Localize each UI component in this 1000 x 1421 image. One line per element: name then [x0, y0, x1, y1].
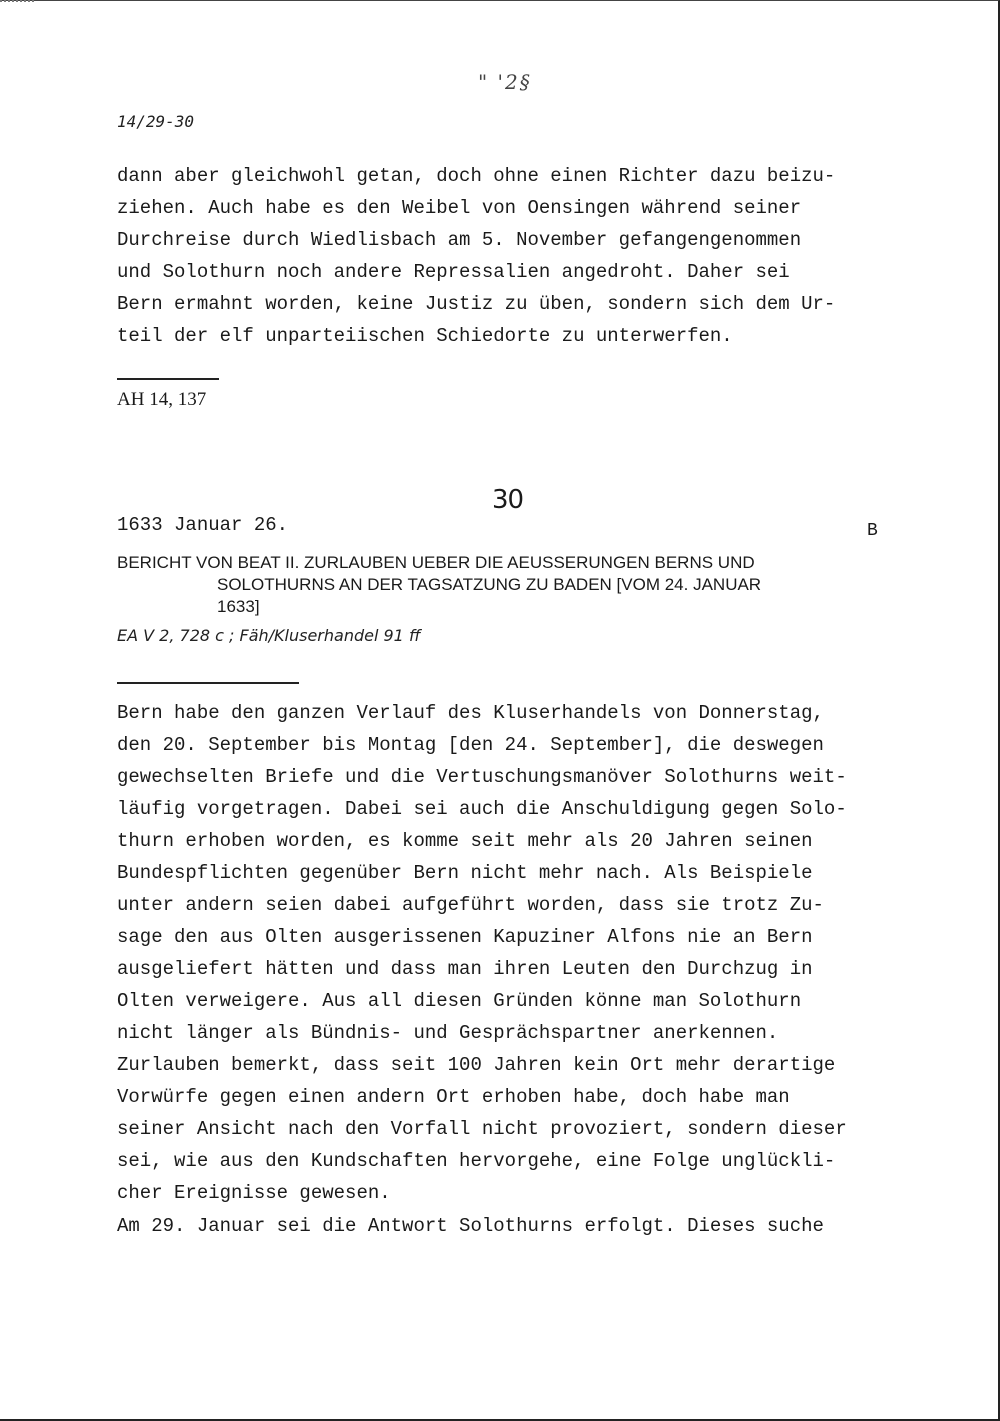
document-type: B: [867, 521, 878, 541]
text-line: sei, wie aus den Kundschaften hervorgehe, eine Folge unglückli-: [117, 1150, 836, 1172]
heading-line: 1633]: [217, 597, 260, 616]
footnote-rule: [117, 378, 219, 380]
text-line: Bundespflichten gegenüber Bern nicht mehr nach. Als Beispiele: [117, 862, 813, 884]
document-date: 1633 Januar 26.: [117, 514, 289, 536]
text-line: dann aber gleichwohl getan, doch ohne einen Richter dazu beizu-: [117, 165, 836, 187]
source-reference: AH 14, 137: [117, 389, 207, 410]
document-heading: [117, 552, 917, 618]
main-paragraph: [117, 697, 917, 1209]
text-line: läufig vorgetragen. Dabei sei auch die Anschuldigung gegen Solo-: [117, 798, 847, 820]
text-line: nicht länger als Bündnis- und Gesprächspartner anerkennen.: [117, 1022, 779, 1044]
section-rule: [117, 682, 299, 684]
text-line: ziehen. Auch habe es den Weibel von Oensingen während seiner: [117, 197, 802, 219]
text-line: thurn erhoben worden, es komme seit mehr als 20 Jahren seinen: [117, 830, 813, 852]
intro-paragraph: [117, 160, 917, 352]
text-line: Bern ermahnt worden, keine Justiz zu üben, sondern sich dem Ur-: [117, 293, 836, 315]
text-line: Olten verweigere. Aus all diesen Gründen könne man Solothurn: [117, 990, 802, 1012]
handwritten-page-number: " '2§: [478, 70, 532, 94]
edition-citation: EA V 2, 728 c ; Fäh/Kluserhandel 91 ff: [117, 626, 421, 645]
text-line: seiner Ansicht nach den Vorfall nicht provoziert, sondern dieser: [117, 1118, 847, 1140]
text-line: Vorwürfe gegen einen andern Ort erhoben habe, doch habe man: [117, 1086, 790, 1108]
text-line: Zurlauben bemerkt, dass seit 100 Jahren kein Ort mehr derartige: [117, 1054, 836, 1076]
heading-line: SOLOTHURNS AN DER TAGSATZUNG ZU BADEN [VOM 24. JANUAR: [217, 575, 762, 594]
text-line: gewechselten Briefe und die Vertuschungsmanöver Solothurns weit-: [117, 766, 847, 788]
text-line: den 20. September bis Montag [den 24. September], die deswegen: [117, 734, 824, 756]
closing-paragraph: [117, 1210, 917, 1242]
text-line: Durchreise durch Wiedlisbach am 5. November gefangengenommen: [117, 229, 802, 251]
document-number: 30: [492, 485, 524, 515]
text-line: ausgeliefert hätten und dass man ihren Leuten den Durchzug in: [117, 958, 813, 980]
text-line: und Solothurn noch andere Repressalien angedroht. Daher sei: [117, 261, 790, 283]
text-line: Bern habe den ganzen Verlauf des Kluserhandels von Donnerstag,: [117, 702, 824, 724]
heading-line: BERICHT VON BEAT II. ZURLAUBEN UEBER DIE AEUSSERUNGEN BERNS UND: [117, 553, 755, 572]
text-line: Am 29. Januar sei die Antwort Solothurns erfolgt. Dieses suche: [117, 1215, 824, 1237]
text-line: cher Ereignisse gewesen.: [117, 1182, 391, 1204]
document-reference: 14/29-30: [117, 112, 195, 131]
text-line: sage den aus Olten ausgerissenen Kapuziner Alfons nie an Bern: [117, 926, 813, 948]
text-line: unter andern seien dabei aufgeführt worden, dass sie trotz Zu-: [117, 894, 824, 916]
scan-artifact: [0, 0, 34, 6]
text-line: teil der elf unparteiischen Schiedorte zu unterwerfen.: [117, 325, 733, 347]
